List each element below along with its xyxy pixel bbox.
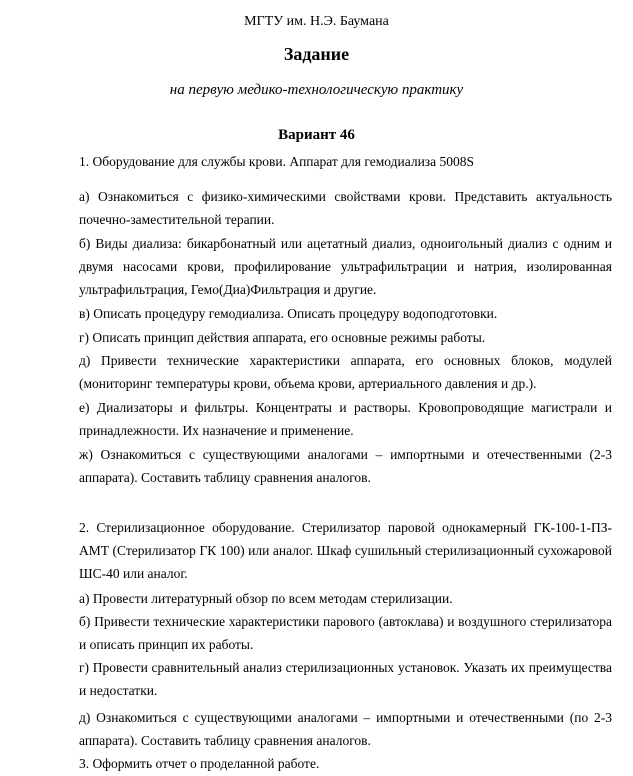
section-2-item-g: г) Провести сравнительный анализ стерилизационных установок. Указать их преимущества и недостатки.	[79, 660, 612, 698]
institute-name: МГТУ им. Н.Э. Баумана	[244, 14, 389, 29]
section-1-item-b: б) Виды диализа: бикарбонатный или ацетатный диализ, одноигольный диализ с одним и двумя насосами крови, профилирование ультрафильтрации и натрия, изолированная ультрафильтрация, Гемо(Диа)Фильтрация и другие.	[79, 236, 612, 297]
section-1-item-g: г) Описать принцип действия аппарата, его основные режимы работы.	[79, 330, 486, 345]
section-1-item-v: в) Описать процедуру гемодиализа. Описать процедуру водоподготовки.	[79, 306, 498, 321]
section-1-heading: 1. Оборудование для службы крови. Аппарат для гемодиализа 5008S	[79, 154, 475, 169]
section-2-item-b: б) Привести технические характеристики парового (автоклава) и воздушного стерилизатора и описать принцип их работы.	[79, 614, 612, 652]
section-1-item-a: а) Ознакомиться с физико-химическими свойствами крови. Представить актуальность почечно-заместительной терапии.	[79, 189, 612, 227]
variant-label: Вариант 46	[278, 127, 355, 143]
section-2-item-d: д) Ознакомиться с существующими аналогами – импортными и отечественными (по 2-3 аппарата). Составить таблицу сравнения аналогов.	[79, 710, 612, 748]
page-title: Задание	[283, 44, 350, 64]
section-2-heading: 2. Стерилизационное оборудование. Стерилизатор паровой однокамерный ГК-100-1-ПЗ-АМТ (Стерилизатор ГК 100) или аналог. Шкаф сушильный стерилизационный сухожаровой ШС-40 или аналог.	[79, 520, 612, 581]
page-subtitle: на первую медико-технологическую практику	[169, 82, 464, 98]
section-1-item-e: е) Диализаторы и фильтры. Концентраты и растворы. Кровопроводящие магистрали и принадлежности. Их назначение и применение.	[79, 400, 612, 438]
section-1-item-d: д) Привести технические характеристики аппарата, его основных блоков, модулей (мониторинг температуры крови, объема крови, артериального давления и др.).	[79, 353, 612, 391]
section-3-heading: 3. Оформить отчет о проделанной работе.	[79, 756, 320, 771]
section-1-item-zh: ж) Ознакомиться с существующими аналогами – импортными и отечественными (2-3 аппарата). Составить таблицу сравнения аналогов.	[79, 447, 612, 485]
section-2-item-a: а) Провести литературный обзор по всем методам стерилизации.	[79, 591, 453, 606]
